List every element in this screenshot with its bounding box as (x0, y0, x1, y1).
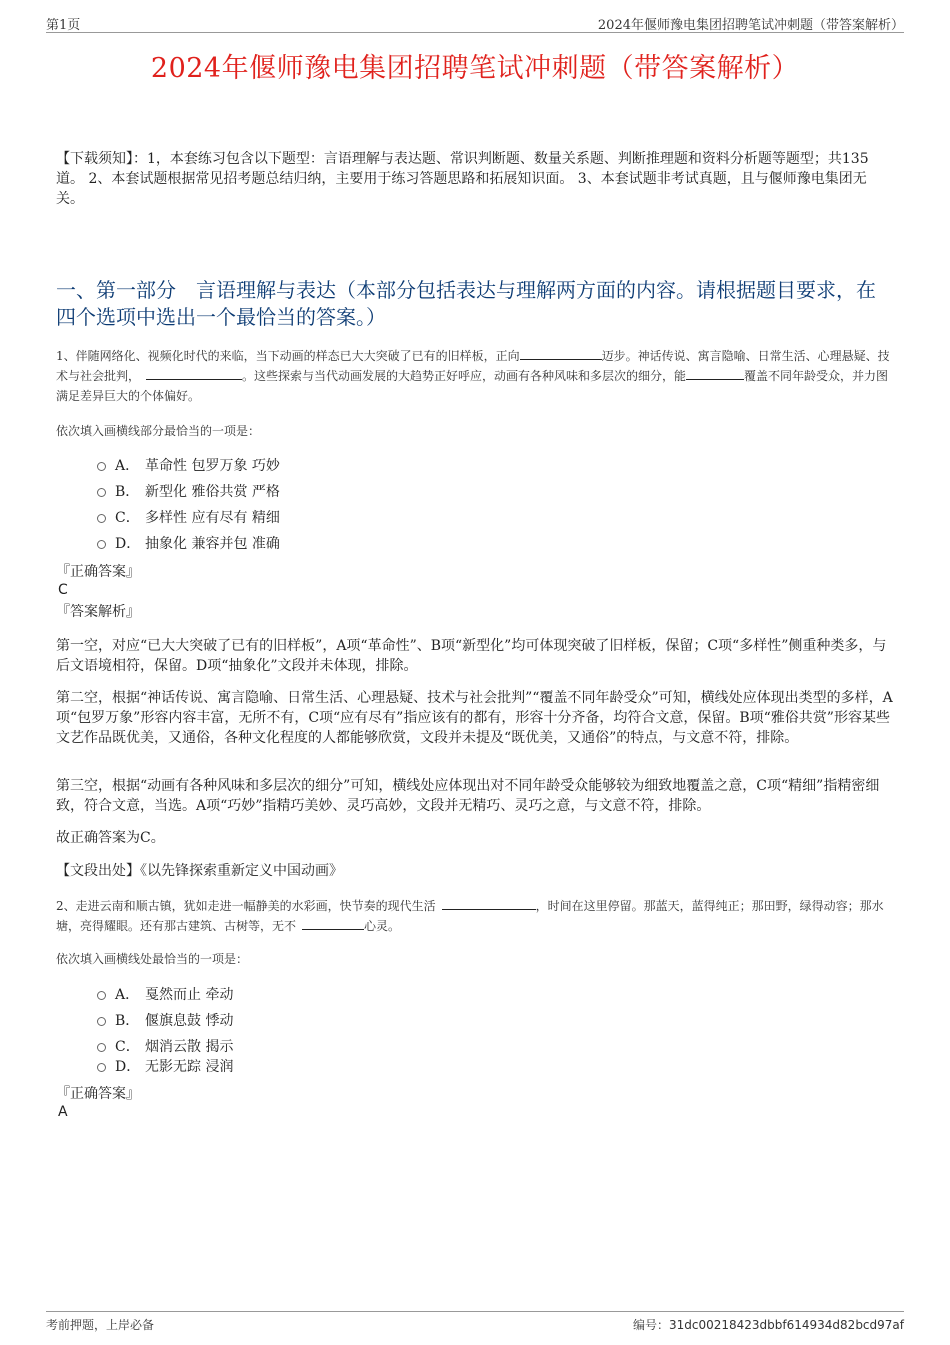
correct-answer-label: 『正确答案』 (56, 564, 140, 580)
fill-blank (146, 366, 242, 380)
question-1-option-c[interactable]: C． 多样性 应有尽有 精细 (97, 508, 280, 528)
question-2-option-b[interactable]: B． 偃旗息鼓 悸动 (97, 1011, 233, 1031)
fill-blank (302, 916, 364, 930)
footer-code: 编号：31dc00218423dbbf614934d82bcd97af (632, 1318, 904, 1332)
question-1-stem: 1、伴随网络化、视频化时代的来临，当下动画的样态已大大突破了已有的旧样板，正向 迈步。神话传说、寓言隐喻、日常生活、心理悬疑、技术与社会批判， 。这些探索与当代动画发展的大趋势正好呼应，动画有各种风味和多层次的细分，能 覆盖不同年龄受众，并力图满足差异巨大的个体偏好。 (56, 346, 894, 406)
question-2-option-c[interactable]: C． 烟消云散 揭示 (97, 1037, 233, 1057)
radio-icon[interactable] (97, 1063, 106, 1072)
question-1-option-a[interactable]: A． 革命性 包罗万象 巧妙 (97, 456, 280, 476)
correct-answer: A (58, 1104, 68, 1120)
correct-answer: C (58, 582, 68, 598)
radio-icon[interactable] (97, 1017, 106, 1026)
download-notice: 【下载须知】：1，本套练习包含以下题型：言语理解与表达题、常识判断题、数量关系题、判断推理题和资料分析题等题型；共135道。 2、本套试题根据常见招考题总结归纳，主要用于练习答题思路和拓展知识面。 3、本套试题非考试真题，且与偃师豫电集团无关。 (56, 151, 869, 207)
header-doc-title: 2024年偃师豫电集团招聘笔试冲刺题（带答案解析） (597, 18, 904, 33)
section-heading: 一、第一部分 言语理解与表达（本部分包括表达与理解两方面的内容。请根据题目要求，在四个选项中选出一个最恰当的答案。） (56, 278, 876, 329)
fill-blank (442, 896, 536, 910)
analysis-paragraph: 第二空，根据“神话传说、寓言隐喻、日常生活、心理悬疑、技术与社会批判”“覆盖不同年龄受众”可知，横线处应体现出类型的多样，A项“包罗万象”形容内容丰富，无所不有，C项“应有尽有”指应该有的都有，形容十分齐备，均符合文意，保留。B项“雅俗共赏”形容某些文艺作品既优美，又通俗，各种文化程度的人都能够欣赏，文段并未提及“既优美，又通俗”的特点，与文意不符，排除。 (56, 690, 893, 746)
question-1-option-b[interactable]: B． 新型化 雅俗共赏 严格 (97, 482, 280, 502)
question-1-prompt: 依次填入画横线部分最恰当的一项是： (56, 424, 261, 438)
footer-slogan: 考前押题，上岸必备 (46, 1318, 155, 1332)
fill-blank (686, 366, 744, 380)
page-header (46, 12, 904, 33)
passage-source: 【文段出处】《以先锋探索重新定义中国动画》 (56, 863, 343, 879)
correct-answer-label: 『正确答案』 (56, 1086, 140, 1102)
question-2-option-a[interactable]: A． 戛然而止 牵动 (97, 985, 233, 1005)
question-1-option-d[interactable]: D． 抽象化 兼容并包 准确 (97, 534, 280, 554)
analysis-paragraph: 第一空，对应“已大大突破了已有的旧样板”，A项“革命性”、B项“新型化”均可体现突破了旧样板，保留；C项“多样性”侧重种类多，与后文语境相符，保留。D项“抽象化”文段并未体现，排除。 (56, 638, 887, 674)
radio-icon[interactable] (97, 991, 106, 1000)
question-2-option-d[interactable]: D． 无影无踪 浸润 (97, 1057, 233, 1077)
question-2-stem: 2、走进云南和顺古镇，犹如走进一幅静美的水彩画，快节奏的现代生活 ，时间在这里停留。那蓝天，蓝得纯正；那田野，绿得动容；那水塘，亮得耀眼。还有那古建筑、古树等，无不 心灵。 (56, 896, 894, 936)
radio-icon[interactable] (97, 1043, 106, 1052)
page-footer (46, 1311, 904, 1332)
analysis-label: 『答案解析』 (56, 604, 140, 620)
radio-icon[interactable] (97, 488, 106, 497)
analysis-conclusion: 故正确答案为C。 (56, 830, 165, 846)
analysis-paragraph: 第三空，根据“动画有各种风味和多层次的细分”可知，横线处应体现出对不同年龄受众能够较为细致地覆盖之意，C项“精细”指精密细致，符合文意，当选。A项“巧妙”指精巧美妙、灵巧高妙，文段并无精巧、灵巧之意，与文意不符，排除。 (56, 778, 880, 814)
radio-icon[interactable] (97, 514, 106, 523)
radio-icon[interactable] (97, 540, 106, 549)
question-2-prompt: 依次填入画横线处最恰当的一项是： (56, 952, 249, 966)
fill-blank (520, 346, 602, 360)
radio-icon[interactable] (97, 462, 106, 471)
page-number: 第1页 (46, 18, 81, 33)
page-title: 2024年偃师豫电集团招聘笔试冲刺题（带答案解析） (150, 53, 800, 84)
